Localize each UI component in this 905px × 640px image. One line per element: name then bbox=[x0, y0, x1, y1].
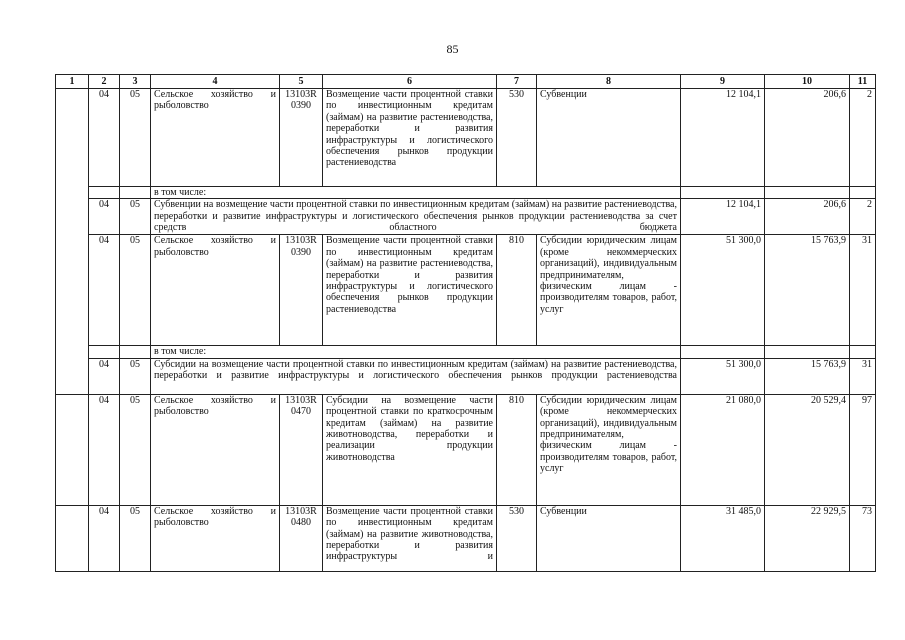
subsection-code-cell: 05 bbox=[120, 89, 151, 187]
table-row bbox=[56, 187, 876, 199]
section-cell bbox=[56, 505, 89, 571]
section-cell bbox=[56, 394, 89, 505]
expense-type-name-cell: Субвенции bbox=[537, 505, 681, 571]
table-row bbox=[56, 199, 876, 235]
table-row bbox=[56, 235, 876, 346]
header-row bbox=[56, 75, 876, 89]
empty-cell bbox=[765, 187, 850, 199]
section-code-cell: 04 bbox=[89, 358, 120, 394]
subsection-code-cell: 05 bbox=[120, 235, 151, 346]
subsection-code-cell: 05 bbox=[120, 394, 151, 505]
table-row bbox=[56, 358, 876, 394]
budget-table bbox=[55, 74, 876, 572]
section-code-cell: 04 bbox=[89, 394, 120, 505]
actual-amount-cell: 20 529,4 bbox=[765, 394, 850, 505]
target-article-name-cell: Возмещение части процентной ставки по инвестиционным кредитам (займам) на развитие растениеводства, переработки и развития инфраструктуры и логистического обеспечения рынков продукции растениеводства bbox=[323, 89, 497, 187]
description-cell: Субвенции на возмещение части процентной ставки по инвестиционным кредитам (займам) на развитие растениеводства, переработки и развитие инфраструктуры и логистического обеспечения рынков продукции растениеводства за счет средств областного бюджета bbox=[151, 199, 681, 235]
actual-amount-cell: 206,6 bbox=[765, 199, 850, 235]
empty-cell bbox=[850, 346, 876, 358]
empty-cell bbox=[89, 187, 120, 199]
table-row bbox=[56, 394, 876, 505]
section-code-cell: 04 bbox=[89, 89, 120, 187]
header-cell: 6 bbox=[323, 75, 497, 89]
section-code-cell: 04 bbox=[89, 505, 120, 571]
target-article-cell: 13103R 0480 bbox=[280, 505, 323, 571]
plan-amount-cell: 51 300,0 bbox=[681, 358, 765, 394]
header-cell: 3 bbox=[120, 75, 151, 89]
header-cell: 11 bbox=[850, 75, 876, 89]
plan-amount-cell: 12 104,1 bbox=[681, 89, 765, 187]
percent-cell: 2 bbox=[850, 89, 876, 187]
plan-amount-cell: 12 104,1 bbox=[681, 199, 765, 235]
actual-amount-cell: 15 763,9 bbox=[765, 235, 850, 346]
section-name-cell: Сельское хозяйство и рыболовство bbox=[151, 235, 280, 346]
plan-amount-cell: 31 485,0 bbox=[681, 505, 765, 571]
actual-amount-cell: 15 763,9 bbox=[765, 358, 850, 394]
header-cell: 5 bbox=[280, 75, 323, 89]
target-article-cell: 13103R 0390 bbox=[280, 235, 323, 346]
expense-type-name-cell: Субсидии юридическим лицам (кроме некоммерческих организаций), индивидуальным предпринимателям, физическим лицам - производителям товаров, работ, услуг bbox=[537, 235, 681, 346]
section-code-cell: 04 bbox=[89, 199, 120, 235]
section-cell bbox=[56, 89, 89, 395]
note-cell: в том числе: bbox=[151, 346, 681, 358]
table-row bbox=[56, 346, 876, 358]
expense-type-name-cell: Субсидии юридическим лицам (кроме некоммерческих организаций), индивидуальным предпринимателям, физическим лицам - производителям товаров, работ, услуг bbox=[537, 394, 681, 505]
target-article-cell: 13103R 0390 bbox=[280, 89, 323, 187]
target-article-name-cell: Возмещение части процентной ставки по инвестиционным кредитам (займам) на развитие растениеводства, переработки и развития инфраструктуры и логистического обеспечения рынков продукции растениеводства bbox=[323, 235, 497, 346]
section-name-cell: Сельское хозяйство и рыболовство bbox=[151, 394, 280, 505]
section-name-cell: Сельское хозяйство и рыболовство bbox=[151, 505, 280, 571]
expense-type-cell: 810 bbox=[497, 235, 537, 346]
subsection-code-cell: 05 bbox=[120, 505, 151, 571]
empty-cell bbox=[120, 187, 151, 199]
page-number: 85 bbox=[446, 42, 459, 56]
empty-cell bbox=[120, 346, 151, 358]
target-article-name-cell: Возмещение части процентной ставки по инвестиционным кредитам (займам) на развитие животноводства, переработки и развития инфраструктуры и bbox=[323, 505, 497, 571]
description-cell: Субсидии на возмещение части процентной ставки по инвестиционным кредитам (займам) на развитие растениеводства, переработки и развитие инфраструктуры и логистического обеспечения рынков продукции растениеводства bbox=[151, 358, 681, 394]
percent-cell: 73 bbox=[850, 505, 876, 571]
plan-amount-cell: 21 080,0 bbox=[681, 394, 765, 505]
header-cell: 7 bbox=[497, 75, 537, 89]
percent-cell: 31 bbox=[850, 235, 876, 346]
subsection-code-cell: 05 bbox=[120, 358, 151, 394]
empty-cell bbox=[765, 346, 850, 358]
plan-amount-cell: 51 300,0 bbox=[681, 235, 765, 346]
table-row bbox=[56, 505, 876, 571]
percent-cell: 97 bbox=[850, 394, 876, 505]
note-cell: в том числе: bbox=[151, 187, 681, 199]
target-article-cell: 13103R 0470 bbox=[280, 394, 323, 505]
subsection-code-cell: 05 bbox=[120, 199, 151, 235]
expense-type-cell: 530 bbox=[497, 89, 537, 187]
expense-type-name-cell: Субвенции bbox=[537, 89, 681, 187]
section-code-cell: 04 bbox=[89, 235, 120, 346]
header-cell: 8 bbox=[537, 75, 681, 89]
table-row bbox=[56, 89, 876, 187]
target-article-name-cell: Субсидии на возмещение части процентной ставки по краткосрочным кредитам (займам) на развитие животноводства, переработки и реализации продукции животноводства bbox=[323, 394, 497, 505]
empty-cell bbox=[89, 346, 120, 358]
percent-cell: 31 bbox=[850, 358, 876, 394]
section-name-cell: Сельское хозяйство и рыболовство bbox=[151, 89, 280, 187]
actual-amount-cell: 206,6 bbox=[765, 89, 850, 187]
expense-type-cell: 810 bbox=[497, 394, 537, 505]
header-cell: 2 bbox=[89, 75, 120, 89]
header-cell: 1 bbox=[56, 75, 89, 89]
header-cell: 4 bbox=[151, 75, 280, 89]
empty-cell bbox=[850, 187, 876, 199]
expense-type-cell: 530 bbox=[497, 505, 537, 571]
header-cell: 9 bbox=[681, 75, 765, 89]
empty-cell bbox=[681, 346, 765, 358]
empty-cell bbox=[681, 187, 765, 199]
percent-cell: 2 bbox=[850, 199, 876, 235]
actual-amount-cell: 22 929,5 bbox=[765, 505, 850, 571]
header-cell: 10 bbox=[765, 75, 850, 89]
